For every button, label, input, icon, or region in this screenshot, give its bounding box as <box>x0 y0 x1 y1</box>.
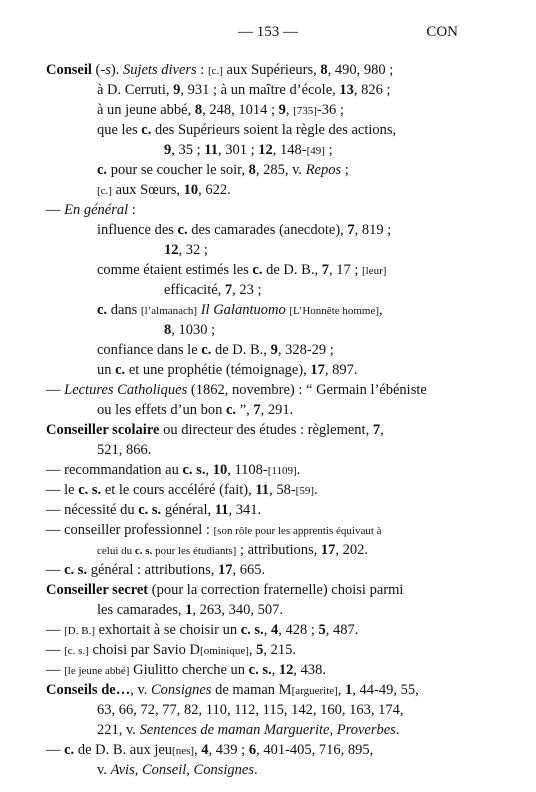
page-number: — 153 — <box>238 24 298 40</box>
index-line: ou les effets d’un bon c. ”, 7, 291. <box>97 402 294 418</box>
index-line: Conseils de…, v. Consignes de maman M[arguerite], 1, 44-49, 55, <box>46 682 419 698</box>
index-line: v. Avis, Conseil, Consignes. <box>97 762 258 778</box>
index-line: — conseiller professionnel : [son rôle pour les apprentis équivaut à <box>46 522 382 538</box>
index-line: efficacité, 7, 23 ; <box>164 282 262 298</box>
index-line: c. dans [l’almanach] Il Galantuomo [L’Honnête homme], <box>97 302 383 318</box>
index-line: c. pour se coucher le soir, 8, 285, v. Repos ; <box>97 162 349 178</box>
index-line: — [le jeune abbé] Giulitto cherche un c. s., 12, 438. <box>46 662 327 678</box>
index-line: — le c. s. et le cours accéléré (fait), 11, 58-[59]. <box>46 482 318 498</box>
index-line: Conseil (-s). Sujets divers : [c.] aux Supérieurs, 8, 490, 980 ; <box>46 62 394 78</box>
index-line: — [D. B.] exhortait à se choisir un c. s., 4, 428 ; 5, 487. <box>46 622 359 638</box>
index-line: — c. s. général : attributions, 17, 665. <box>46 562 266 578</box>
index-line: 12, 32 ; <box>164 242 208 258</box>
index-line: [c.] aux Sœurs, 10, 622. <box>97 182 231 198</box>
index-line: 221, v. Sentences de maman Marguerite, Proverbes. <box>97 722 400 738</box>
index-line: 9, 35 ; 11, 301 ; 12, 148-[49] ; <box>164 142 333 158</box>
index-line: à un jeune abbé, 8, 248, 1014 ; 9, [735]-36 ; <box>97 102 344 118</box>
index-line: — recommandation au c. s., 10, 1108-[1109]. <box>46 462 301 478</box>
index-line: que les c. des Supérieurs soient la règle des actions, <box>97 122 397 138</box>
index-line: — Lectures Catholiques (1862, novembre) : “ Germain l’ébéniste <box>46 382 427 398</box>
index-line: Conseiller scolaire ou directeur des études : règlement, 7, <box>46 422 384 438</box>
index-line: — En général : <box>46 202 136 218</box>
index-line: à D. Cerruti, 9, 931 ; à un maître d’école, 13, 826 ; <box>97 82 391 98</box>
index-line: confiance dans le c. de D. B., 9, 328-29 ; <box>97 342 334 358</box>
index-line: les camarades, 1, 263, 340, 507. <box>97 602 284 618</box>
index-line: celui du c. s. pour les étudiants] ; attributions, 17, 202. <box>97 542 369 558</box>
index-line: — c. de D. B. aux jeu[nes], 4, 439 ; 6, 401-405, 716, 895, <box>46 742 374 758</box>
index-line: influence des c. des camarades (anecdote), 7, 819 ; <box>97 222 392 238</box>
index-line: — [c. s.] choisi par Savio D[ominique], 5, 215. <box>46 642 297 658</box>
index-line: Conseiller secret (pour la correction fraternelle) choisi parmi <box>46 582 404 598</box>
index-line: 8, 1030 ; <box>164 322 216 338</box>
section-heading: CON <box>426 24 458 40</box>
index-line: 521, 866. <box>97 442 152 458</box>
index-line: 63, 66, 72, 77, 82, 110, 112, 115, 142, 160, 163, 174, <box>97 702 404 718</box>
index-line: comme étaient estimés les c. de D. B., 7, 17 ; [leur] <box>97 262 387 278</box>
index-line: un c. et une prophétie (témoignage), 17, 897. <box>97 362 358 378</box>
index-line: — nécessité du c. s. général, 11, 341. <box>46 502 262 518</box>
